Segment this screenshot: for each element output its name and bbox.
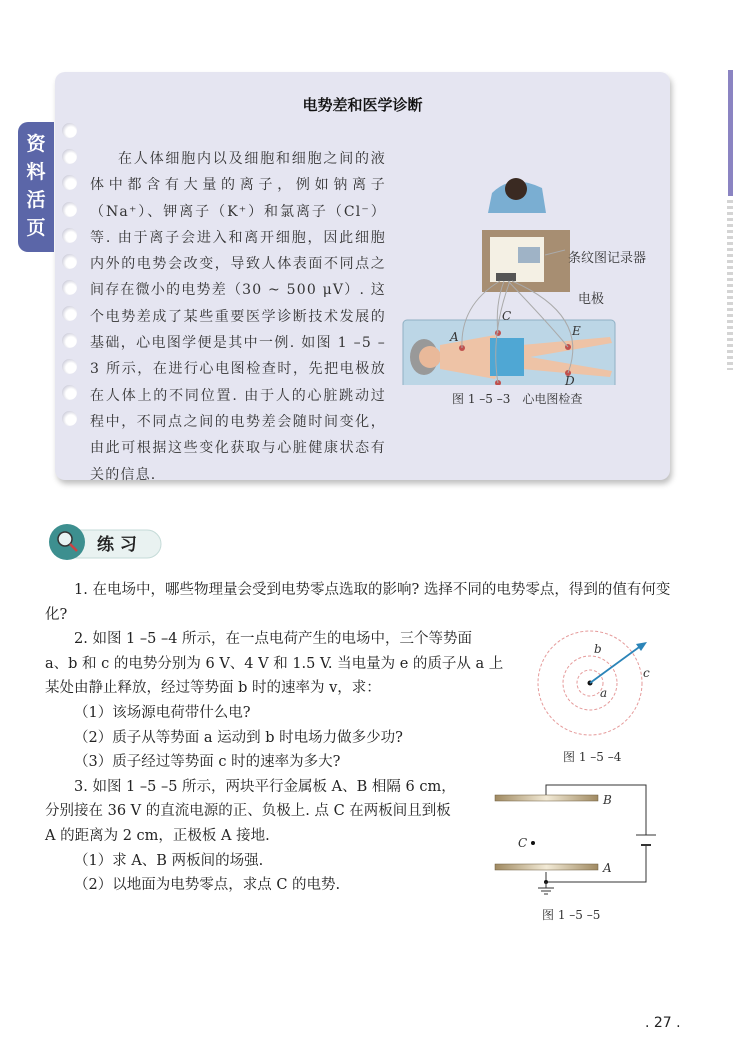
binder-ring [62, 333, 77, 348]
point-label-e: E [572, 324, 581, 338]
question-3-line-2: 分别接在 36 V 的直流电源的正、负极上. 点 C 在两板间且到板 [45, 803, 451, 820]
point-label-a: A [450, 330, 459, 344]
question-3-line-1: 3. 如图 1 –5 –5 所示，两块平行金属板 A、B 相隔 6 cm， [74, 778, 456, 795]
page-number: . 27 . [645, 1015, 681, 1031]
figure-caption-1-5-3: 图 1 –5 –3 心电图检查 [452, 392, 583, 406]
side-chapter-text [727, 200, 733, 370]
label-c: c [643, 666, 650, 680]
tab-char: 活 [26, 189, 46, 211]
exercise-heading [45, 522, 165, 570]
plate-b [495, 795, 598, 801]
binder-ring [62, 123, 77, 138]
wire-top [546, 785, 646, 835]
binder-ring [62, 254, 77, 269]
doctor-head [505, 178, 527, 200]
resource-page-tab [18, 122, 54, 252]
figure-caption-1-5-5: 图 1 –5 –5 [542, 908, 601, 922]
info-box-title: 电势差和医学诊断 [302, 96, 423, 114]
question-3-sub-1: （1）求 A、B 两板间的场强. [74, 852, 264, 869]
ground-icon [538, 882, 554, 894]
question-3-sub-2: （2）以地面为电势零点，求点 C 的电势. [74, 877, 341, 894]
label-plate-b: B [603, 793, 612, 807]
question-2-line-3: 某处由静止释放，经过等势面 b 时的速率为 v，求： [45, 680, 381, 697]
question-2-sub-1: （1）该场源电荷带什么电? [74, 704, 251, 721]
point-c [531, 841, 535, 845]
electrode-label: 电极 [578, 292, 605, 307]
point-label-d: D [565, 374, 575, 385]
binder-ring [62, 228, 77, 243]
binder-ring [62, 359, 77, 374]
tab-char: 页 [26, 217, 46, 239]
question-3-line-3: A 的距离为 2 cm，正极板 A 接地. [45, 827, 270, 844]
plate-a [495, 864, 598, 870]
binder-ring [62, 385, 77, 400]
exercise-title: 练 习 [97, 535, 137, 555]
point-label-b [483, 384, 493, 385]
shorts [490, 338, 524, 376]
question-2-sub-3: （3）质子经过等势面 c 时的速率为多大? [74, 754, 341, 771]
equipotential-figure [530, 625, 660, 745]
binder-ring [62, 202, 77, 217]
tab-char: 料 [26, 161, 46, 183]
patient-head [419, 346, 441, 368]
figure-caption-1-5-4: 图 1 –5 –4 [563, 750, 622, 764]
label-plate-a: A [603, 861, 612, 875]
info-paragraph-text: 在人体细胞内以及细胞和细胞之间的液体中都含有大量的离子，例如钠离子（Na⁺）、钾离子（K⁺）和氯离子（Cl⁻）等. 由于离子会进入和离开细胞，因此细胞内外的电势会改变，导致人体表面不同点之间存在微小的电势差（30 ~ 500 μV）. 这个电势差成了某些重要医学诊断技术发展的基础，心电图学便是其中一例. 如图 1 –5 –3 所示，在进行心电图检查时，先把电极放在人体上的不同位置. 由于人的心脏跳动过程中，不同点之间的电势差会随时间变化，由此可根据这些变化获取与心脏健康状态有关的信息. [90, 151, 386, 483]
wire-bottom [546, 845, 646, 882]
question-2-sub-2: （2）质子从等势面 a 运动到 b 时电场力做多少功? [74, 729, 403, 746]
connector [496, 273, 516, 281]
question-1: 1. 在电场中，哪些物理量会受到电势零点选取的影响? 选择不同的电势零点，得到的值有何变化? [45, 582, 671, 623]
tab-char: 资 [26, 133, 46, 155]
chapter-side-tab [728, 70, 733, 196]
question-2-line-1: 2. 如图 1 –5 –4 所示，在一点电荷产生的电场中，三个等势面 [74, 631, 473, 648]
recorder-label: 条纹图记录器 [568, 251, 647, 266]
label-a: a [600, 686, 608, 700]
point-label-c: C [502, 309, 512, 323]
label-point-c: C [518, 836, 528, 850]
ecg-figure [400, 175, 670, 385]
label-b: b [594, 642, 602, 656]
question-2-line-2: a、b 和 c 的电势分别为 6 V、4 V 和 1.5 V. 当电量为 e 的质子从 a 上 [45, 655, 504, 672]
recorder-screen [518, 247, 540, 263]
parallel-plates-figure [490, 780, 660, 895]
info-paragraph [90, 146, 386, 488]
